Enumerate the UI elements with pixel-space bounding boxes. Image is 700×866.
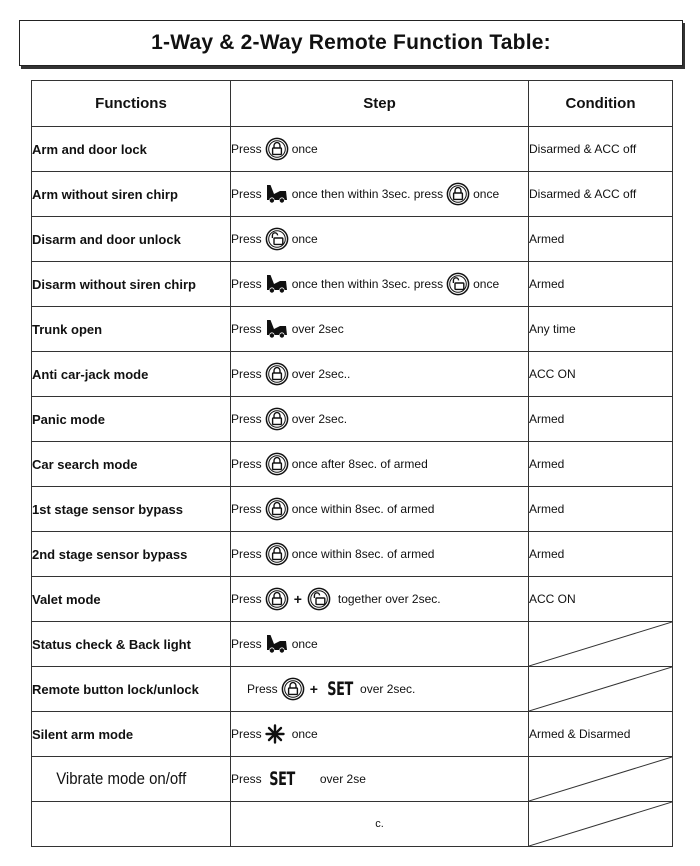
step-cell <box>231 487 529 532</box>
asterisk-icon <box>265 724 285 744</box>
step-cell <box>231 397 529 442</box>
press-label: Press <box>231 547 262 561</box>
step-text: together over 2sec. <box>337 592 441 606</box>
table-row <box>32 667 673 712</box>
set-button-label: SET <box>327 678 353 700</box>
step-cell <box>231 667 529 712</box>
set-button-label: SET <box>268 768 295 790</box>
press-label: Press <box>231 367 262 381</box>
press-label: Press <box>231 592 262 606</box>
unlock-button-icon <box>446 272 470 296</box>
step-text: once <box>291 637 318 651</box>
function-name: 2nd stage sensor bypass <box>32 532 231 577</box>
diagonal-strike <box>529 802 672 846</box>
plus-sign: + <box>309 681 318 697</box>
step-cell <box>231 532 529 577</box>
press-label: Press <box>231 502 262 516</box>
step-text: once <box>291 232 318 246</box>
step-text-2: once <box>473 277 500 291</box>
function-name: Remote button lock/unlock <box>32 667 231 712</box>
press-label: Press <box>231 772 262 786</box>
table-row <box>32 442 673 487</box>
car-trunk-icon <box>265 318 289 340</box>
step-cell <box>231 757 529 802</box>
table-row <box>32 802 673 847</box>
press-label: Press <box>231 412 262 426</box>
table-row <box>32 532 673 577</box>
step-text: once within 8sec. of armed <box>291 547 435 561</box>
lock-button-icon <box>265 137 289 161</box>
step-cell <box>231 442 529 487</box>
function-name: Silent arm mode <box>32 712 231 757</box>
plus-sign: + <box>293 591 302 607</box>
condition-cell: Armed <box>529 217 673 262</box>
step-text: once then within 3sec. press <box>291 277 444 291</box>
condition-cell: ACC ON <box>529 352 673 397</box>
press-label: Press <box>231 187 262 201</box>
function-name: Anti car-jack mode <box>32 352 231 397</box>
step-cell <box>231 217 529 262</box>
function-name: Disarm without siren chirp <box>32 262 231 307</box>
press-label: Press <box>231 232 262 246</box>
lock-button-icon <box>446 182 470 206</box>
lock-button-icon <box>265 587 289 611</box>
function-name: Trunk open <box>32 307 231 352</box>
table-row <box>32 217 673 262</box>
step-cell <box>231 127 529 172</box>
step-text: once <box>291 727 318 741</box>
step-cell <box>231 577 529 622</box>
step-cell <box>231 307 529 352</box>
table-row <box>32 262 673 307</box>
diagonal-strike <box>529 757 672 801</box>
function-name: Panic mode <box>32 397 231 442</box>
lock-button-icon <box>265 407 289 431</box>
car-trunk-icon <box>265 273 289 295</box>
step-cell <box>231 712 529 757</box>
step-cell <box>231 262 529 307</box>
diagonal-strike <box>529 667 672 711</box>
header-functions: Functions <box>32 81 231 127</box>
table-row <box>32 577 673 622</box>
table-row <box>32 127 673 172</box>
condition-cell: Armed & Disarmed <box>529 712 673 757</box>
condition-cell: Armed <box>529 397 673 442</box>
lock-button-icon <box>265 497 289 521</box>
condition-cell: Armed <box>529 442 673 487</box>
function-name: Vibrate mode on/off <box>32 757 207 802</box>
condition-cell: Armed <box>529 487 673 532</box>
step-cell <box>231 802 529 847</box>
table-row <box>32 307 673 352</box>
title-box <box>19 20 683 66</box>
function-name: Disarm and door unlock <box>32 217 231 262</box>
step-text: once then within 3sec. press <box>291 187 444 201</box>
function-table <box>31 80 673 847</box>
condition-cell: Disarmed & ACC off <box>529 172 673 217</box>
press-label: Press <box>247 682 278 696</box>
lock-button-icon <box>265 542 289 566</box>
condition-cell-empty <box>529 667 673 712</box>
step-text: over 2sec. <box>291 412 348 426</box>
press-label: Press <box>231 637 262 651</box>
lock-button-icon <box>265 452 289 476</box>
step-text-2: once <box>473 187 500 201</box>
step-cell <box>231 172 529 217</box>
function-name: Valet mode <box>32 577 231 622</box>
press-label: Press <box>231 142 262 156</box>
condition-cell: Disarmed & ACC off <box>529 127 673 172</box>
lock-button-icon <box>281 677 305 701</box>
condition-cell: ACC ON <box>529 577 673 622</box>
condition-cell: Armed <box>529 532 673 577</box>
step-text: c. <box>375 818 384 830</box>
step-text: over 2sec <box>291 322 344 336</box>
diagonal-strike <box>529 622 672 666</box>
table-row <box>32 172 673 217</box>
press-label: Press <box>231 322 262 336</box>
condition-cell: Armed <box>529 262 673 307</box>
table-row <box>32 712 673 757</box>
table-row <box>32 622 673 667</box>
condition-cell-empty <box>529 622 673 667</box>
step-text: once <box>291 142 318 156</box>
press-label: Press <box>231 727 262 741</box>
unlock-button-icon <box>307 587 331 611</box>
table-row <box>32 487 673 532</box>
function-name: Car search mode <box>32 442 231 487</box>
table-row <box>32 352 673 397</box>
header-step: Step <box>231 81 529 127</box>
function-name: 1st stage sensor bypass <box>32 487 231 532</box>
table-row <box>32 757 673 802</box>
condition-cell: Any time <box>529 307 673 352</box>
unlock-button-icon <box>265 227 289 251</box>
step-text: over 2sec. <box>360 682 416 696</box>
table-row <box>32 397 673 442</box>
press-label: Press <box>231 457 262 471</box>
function-name: Arm without siren chirp <box>32 172 231 217</box>
step-text: once within 8sec. of armed <box>291 502 435 516</box>
press-label: Press <box>231 277 262 291</box>
lock-button-icon <box>265 362 289 386</box>
step-cell <box>231 622 529 667</box>
car-trunk-icon <box>265 633 289 655</box>
page-title: 1-Way & 2-Way Remote Function Table: <box>151 31 551 54</box>
function-name: Status check & Back light <box>32 622 231 667</box>
step-text: once after 8sec. of armed <box>291 457 428 471</box>
function-name-empty <box>32 802 231 847</box>
step-text: over 2se <box>319 772 366 786</box>
step-text: over 2sec.. <box>291 367 351 381</box>
function-name: Arm and door lock <box>32 127 231 172</box>
car-trunk-icon <box>265 183 289 205</box>
step-cell <box>231 352 529 397</box>
condition-cell-empty <box>529 757 673 802</box>
condition-cell-empty <box>529 802 673 847</box>
table-header-row <box>32 81 673 127</box>
header-condition: Condition <box>529 81 673 127</box>
